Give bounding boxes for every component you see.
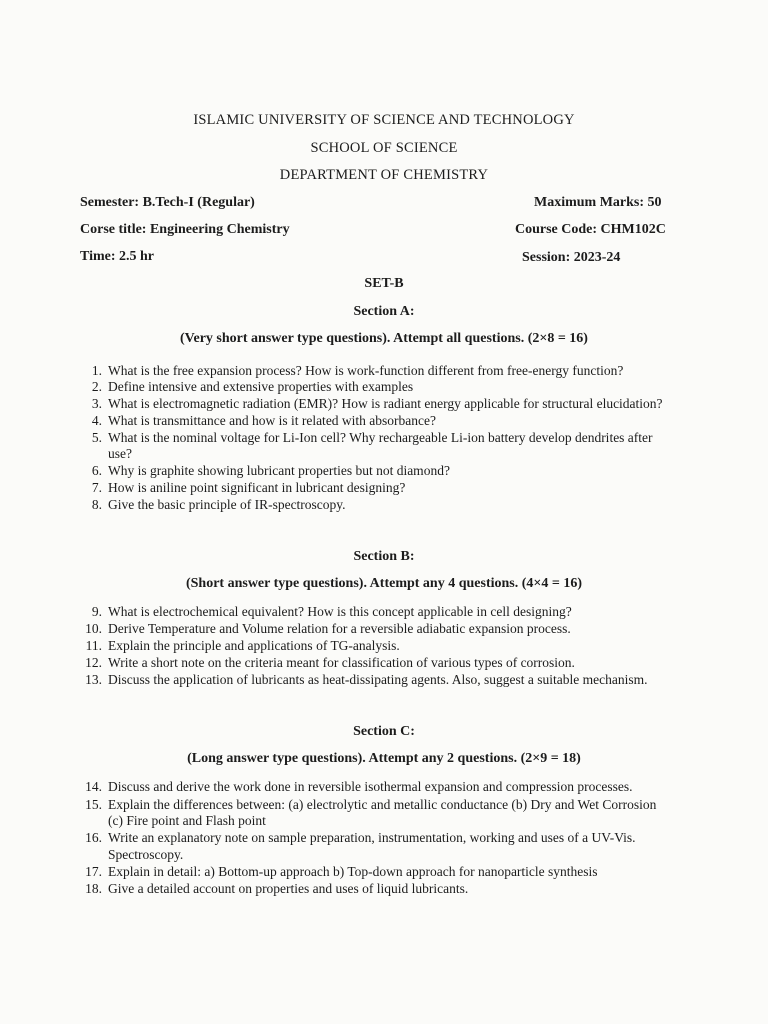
department-name: DEPARTMENT OF CHEMISTRY (279, 167, 489, 183)
question-text-continued: Spectroscopy. (108, 847, 184, 862)
question-text: Discuss the application of lubricants as heat-dissipating agents. Also, suggest a suitable mechanism. (108, 672, 648, 687)
question-number: 7. (91, 480, 102, 495)
question-number: 4. (91, 413, 102, 428)
question-text: Give the basic principle of IR-spectroscopy. (108, 497, 346, 512)
question-text: Why is graphite showing lubricant properties but not diamond? (108, 463, 450, 478)
question-text: What is the free expansion process? How is work-function different from free-energy function? (108, 363, 624, 378)
question-text: Define intensive and extensive properties with examples (108, 379, 414, 394)
section-c-instruction: (Long answer type questions). Attempt any 2 questions. (2×9 = 18) (187, 751, 581, 766)
section-b-instruction: (Short answer type questions). Attempt any 4 questions. (4×4 = 16) (185, 576, 583, 591)
question-number: 17. (85, 864, 102, 879)
question-number: 18. (85, 881, 102, 896)
question-text: Discuss and derive the work done in reversible isothermal expansion and compression processes. (108, 779, 633, 794)
semester-label: Semester: B.Tech-I (Regular) (80, 195, 255, 210)
question-number: 8. (91, 497, 102, 512)
question-number: 6. (91, 463, 102, 478)
section-a-title: Section A: (353, 304, 415, 319)
question-text: Write a short note on the criteria meant for classification of various types of corrosion. (108, 655, 575, 670)
question-number: 15. (85, 797, 102, 812)
course-title-label: Corse title: Engineering Chemistry (80, 222, 290, 237)
question-text: Give a detailed account on properties and uses of liquid lubricants. (108, 881, 469, 896)
section-a-instruction: (Very short answer type questions). Attempt all questions. (2×8 = 16) (180, 331, 588, 346)
section-b-title: Section B: (353, 549, 415, 564)
question-number: 11. (85, 638, 102, 653)
question-number: 3. (91, 396, 102, 411)
question-text: How is aniline point significant in lubricant designing? (108, 480, 406, 495)
question-number: 9. (91, 604, 102, 619)
university-name: ISLAMIC UNIVERSITY OF SCIENCE AND TECHNOLOGY (193, 112, 575, 128)
question-number: 13. (85, 672, 102, 687)
question-text: Explain the principle and applications of TG-analysis. (108, 638, 400, 653)
session-label: Session: 2023-24 (522, 250, 621, 265)
question-text: What is electromagnetic radiation (EMR)? How is radiant energy applicable for structural elucidation? (108, 396, 663, 411)
question-text: Explain the differences between: (a) electrolytic and metallic conductance (b) Dry and Wet Corrosion (108, 797, 657, 812)
question-number: 16. (85, 830, 102, 845)
question-text: What is transmittance and how is it related with absorbance? (108, 413, 437, 428)
course-code-label: Course Code: CHM102C (515, 222, 666, 237)
question-number: 10. (85, 621, 102, 636)
question-text: Explain in detail: a) Bottom-up approach b) Top-down approach for nanoparticle synthesis (108, 864, 598, 879)
question-number: 2. (91, 379, 102, 394)
question-number: 14. (85, 779, 102, 794)
question-number: 1. (91, 363, 102, 378)
question-text: Derive Temperature and Volume relation for a reversible adiabatic expansion process. (108, 621, 571, 636)
section-c-title: Section C: (353, 724, 415, 739)
question-text-continued: use? (108, 446, 132, 461)
question-text-continued: (c) Fire point and Flash point (108, 813, 266, 828)
question-text: What is the nominal voltage for Li-Ion cell? Why rechargeable Li-ion battery develop dendrites after (108, 430, 653, 445)
question-number: 5. (91, 430, 102, 445)
school-name: SCHOOL OF SCIENCE (310, 140, 458, 156)
time-label: Time: 2.5 hr (80, 249, 155, 264)
question-text: Write an explanatory note on sample preparation, instrumentation, working and uses of a UV-Vis. (108, 830, 636, 845)
question-number: 12. (85, 655, 102, 670)
question-text: What is electrochemical equivalent? How is this concept applicable in cell designing? (108, 604, 572, 619)
set-label: SET-B (364, 276, 404, 291)
max-marks-label: Maximum Marks: 50 (534, 195, 662, 210)
